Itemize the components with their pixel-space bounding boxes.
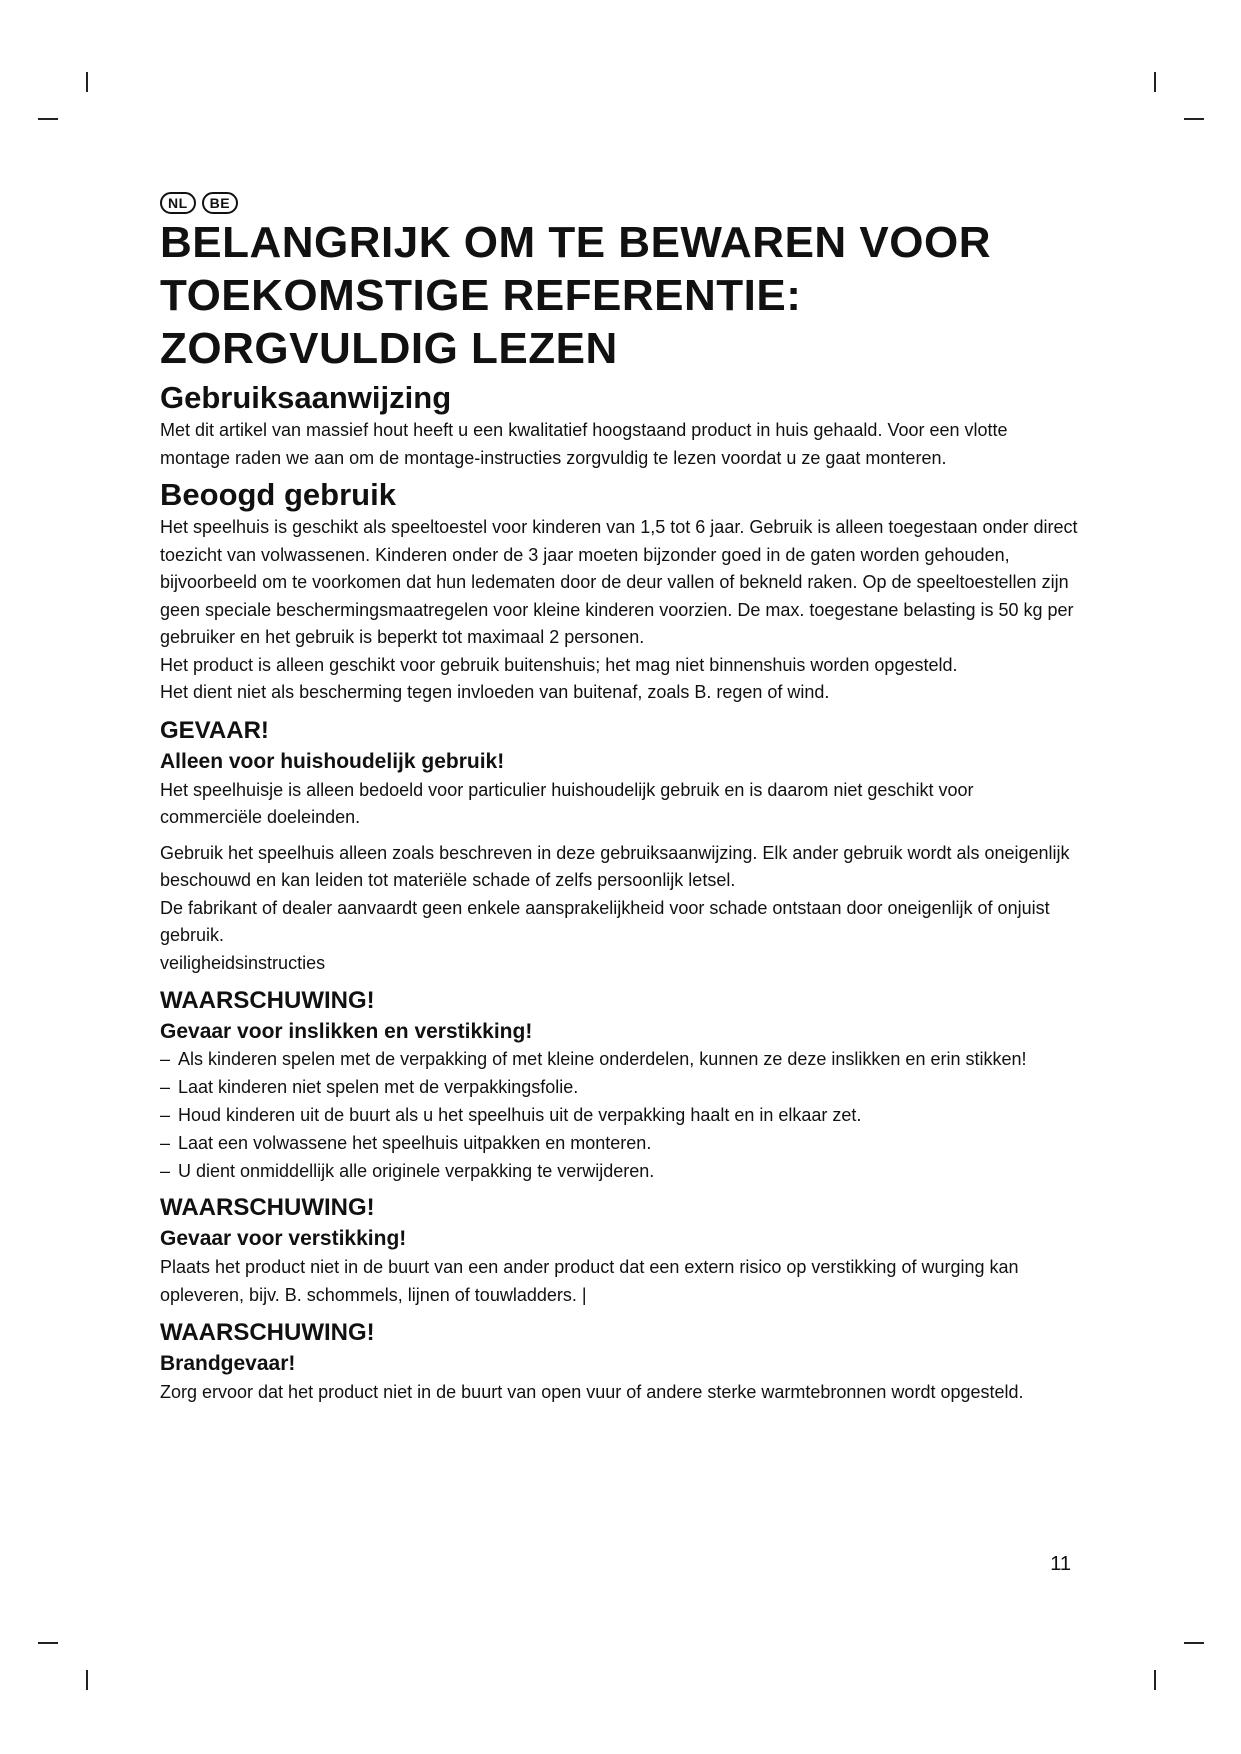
crop-mark-bottom-left-horizontal xyxy=(38,1642,58,1644)
warning-text: Plaats het product niet in de buurt van een ander product dat een extern risico op verstikking of wurging kan opleveren, bijv. B. schommels, lijnen of touwladders. | xyxy=(160,1257,1019,1305)
language-badges xyxy=(160,192,1080,214)
document-page xyxy=(160,192,1080,1407)
list-item: – U dient onmiddellijk alle originele verpakking te verwijderen. xyxy=(160,1159,1080,1184)
section-warning-swallowing xyxy=(160,985,1080,1184)
danger-paragraph: De fabrikant of dealer aanvaardt geen enkele aansprakelijkheid voor schade ontstaan door oneigenlijk of onjuist gebruik. xyxy=(160,897,1050,945)
warning-heading: WAARSCHUWING! xyxy=(160,987,375,1014)
crop-mark-top-right-vertical xyxy=(1154,72,1156,92)
section-heading-intended-use: Beoogd gebruik xyxy=(160,477,396,512)
section-warning-suffocation xyxy=(160,1192,1080,1309)
warning-subheading: Gevaar voor verstikking! xyxy=(160,1227,407,1250)
intended-use-line: Het product is alleen geschikt voor gebruik buitenshuis; het mag niet binnenshuis worden opgesteld. xyxy=(160,654,958,675)
warning-subheading: Gevaar voor inslikken en verstikking! xyxy=(160,1020,533,1043)
crop-mark-bottom-right-vertical xyxy=(1154,1670,1156,1690)
crop-mark-top-left-horizontal xyxy=(38,118,58,120)
section-danger xyxy=(160,715,1080,978)
crop-mark-bottom-left-vertical xyxy=(86,1670,88,1690)
section-heading-manual: Gebruiksaanwijzing xyxy=(160,380,452,415)
danger-paragraph: Gebruik het speelhuis alleen zoals beschreven in deze gebruiksaanwijzing. Elk ander gebruik wordt als oneigenlijk beschouwd en kan leiden tot materiële schade of zelfs persoonlijk letsel. xyxy=(160,842,1070,890)
intended-use-line: Het dient niet als bescherming tegen invloeden van buitenaf, zoals B. regen of wind. xyxy=(160,682,830,702)
warning-heading: WAARSCHUWING! xyxy=(160,1319,375,1346)
language-badge-be: BE xyxy=(202,192,238,214)
list-item: – Laat een volwassene het speelhuis uitpakken en monteren. xyxy=(160,1131,1080,1156)
document-title: BELANGRIJK OM TE BEWAREN VOOR TOEKOMSTIGE REFERENTIE: ZORGVULDIG LEZEN xyxy=(160,218,991,373)
danger-paragraph: Het speelhuisje is alleen bedoeld voor particulier huishoudelijk gebruik en is daarom niet geschikt voor commerciële doeleinden. xyxy=(160,779,974,827)
danger-heading: GEVAAR! xyxy=(160,716,269,744)
section-warning-fire xyxy=(160,1317,1080,1407)
warning-text: Zorg ervoor dat het product niet in de buurt van open vuur of andere sterke warmtebronnen wordt opgesteld. xyxy=(160,1382,1024,1402)
warning-heading: WAARSCHUWING! xyxy=(160,1194,375,1221)
danger-subheading: Alleen voor huishoudelijk gebruik! xyxy=(160,749,505,773)
section-manual xyxy=(160,379,1080,472)
manual-text: Met dit artikel van massief hout heeft u een kwalitatief hoogstaand product in huis gehaald. Voor een vlotte montage raden we aan om de montage-instructies zorgvuldig te lezen voordat u ze gaat monteren. xyxy=(160,420,1008,468)
warning-list xyxy=(160,1047,1080,1184)
danger-paragraph: veiligheidsinstructies xyxy=(160,952,326,973)
crop-mark-top-left-vertical xyxy=(86,72,88,92)
list-item: – Als kinderen spelen met de verpakking of met kleine onderdelen, kunnen ze deze inslikken en erin stikken! xyxy=(160,1047,1080,1072)
section-intended-use xyxy=(160,476,1080,707)
language-badge-nl: NL xyxy=(160,192,196,214)
intended-use-line: Het speelhuis is geschikt als speeltoestel voor kinderen van 1,5 tot 6 jaar. Gebruik is alleen toegestaan onder direct toezicht van volwassenen. Kinderen onder de 3 jaar moeten bijzonder goed in de gaten worden gehouden, bijvoorbeeld om te voorkomen dat hun ledematen door de deur vallen of bekneld raken. Op de speeltoestellen zijn geen speciale beschermingsmaatregelen voor kleine kinderen voorzien. De max. toegestane belasting is 50 kg per gebruiker en het gebruik is beperkt tot maximaal 2 personen. xyxy=(160,517,1078,647)
crop-mark-bottom-right-horizontal xyxy=(1184,1642,1204,1644)
list-item: – Laat kinderen niet spelen met de verpakkingsfolie. xyxy=(160,1075,1080,1100)
list-item: – Houd kinderen uit de buurt als u het speelhuis uit de verpakking haalt en in elkaar zet. xyxy=(160,1103,1080,1128)
crop-mark-top-right-horizontal xyxy=(1184,118,1204,120)
warning-subheading: Brandgevaar! xyxy=(160,1352,296,1375)
page-number: 11 xyxy=(1050,1553,1071,1575)
